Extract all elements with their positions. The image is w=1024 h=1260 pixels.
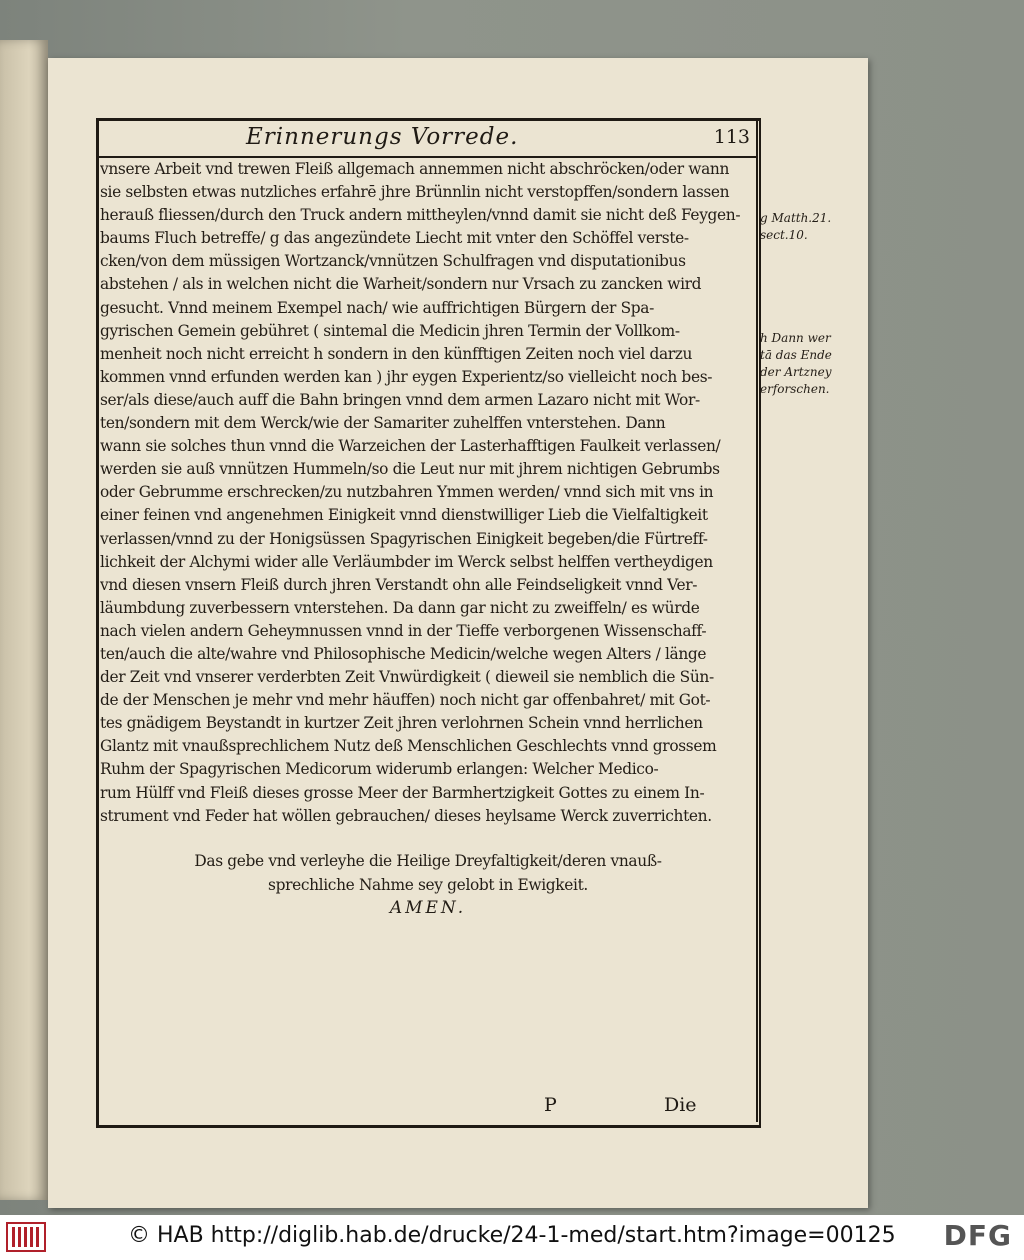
margin-note-h: [760, 330, 832, 398]
hab-logo-icon: [6, 1221, 46, 1253]
text-line: ten/sondern mit dem Werck/wie der Samariter zuhelffen vnterstehen. Dann: [100, 414, 666, 433]
text-line: rum Hülff vnd Fleiß dieses grosse Meer der Barmhertzigkeit Gottes zu einem In-: [100, 783, 705, 802]
text-line: menheit noch nicht erreicht h sondern in den künfftigen Zeiten noch viel darzu: [100, 344, 693, 363]
catchword: Die: [664, 1094, 697, 1116]
amen: AMEN.: [389, 898, 467, 918]
text-line: einer feinen vnd angenehmen Einigkeit vnnd dienstwilliger Lieb die Vielfaltigkeit: [100, 506, 708, 525]
text-line: gesucht. Vnnd meinem Exempel nach/ wie auffrichtigen Bürgern der Spa-: [100, 298, 654, 317]
text-line: cken/von dem müssigen Wortzanck/vnnützen Schulfragen vnd disputationibus: [100, 252, 686, 271]
text-line: sie selbsten etwas nutzliches erfahrē jhre Brünnlin nicht verstopffen/sondern lassen: [100, 183, 730, 202]
text-line: der Zeit vnd vnserer verderbten Zeit Vnwürdigkeit ( dieweil sie nemblich die Sün-: [100, 668, 714, 687]
footer-bar: [0, 1215, 1024, 1260]
book-page: [48, 58, 868, 1208]
margin-note-h-line: erforschen.: [760, 382, 830, 396]
signature-mark: P: [544, 1094, 557, 1116]
margin-note-h-line: der Artzney: [760, 365, 832, 379]
text-line: vnd diesen vnsern Fleiß durch jhren Verstandt ohn alle Feindseligkeit vnnd Ver-: [100, 575, 698, 594]
text-line: Glantz mit vnaußsprechlichem Nutz deß Menschlichen Geschlechts vnnd grossem: [100, 737, 717, 756]
closing-line-2: sprechliche Nahme sey gelobt in Ewigkeit.: [268, 875, 588, 894]
dfg-logo: DFG: [943, 1219, 1012, 1252]
margin-note-g-line: sect.10.: [760, 228, 808, 242]
text-line: tes gnädigem Beystandt in kurtzer Zeit jhren verlohrnen Schein vnnd herrlichen: [100, 714, 703, 733]
margin-note-h-line: tā das Ende: [760, 348, 832, 362]
text-line: kommen vnnd erfunden werden kan ) jhr eygen Experientz/so vielleicht noch bes-: [100, 367, 713, 386]
text-line: werden sie auß vnnützen Hummeln/so die Leut nur mit jhrem nichtigen Gebrumbs: [100, 460, 720, 479]
text-line: baums Fluch betreffe/ g das angezündete Liecht mit vnter den Schöffel verste-: [100, 229, 689, 248]
margin-rule: [756, 118, 758, 1122]
page-number: 113: [713, 126, 750, 148]
margin-note-h-line: h Dann wer: [760, 331, 831, 345]
text-line: herauß fliessen/durch den Truck andern mittheylen/vnnd damit sie nicht deß Feygen-: [100, 206, 741, 225]
closing-block: [100, 850, 756, 921]
text-line: nach vielen andern Geheymnussen vnnd in der Tieffe verborgenen Wissenschaff-: [100, 621, 707, 640]
text-line: oder Gebrumme erschrecken/zu nutzbahren Ymmen werden/ vnnd sich mit vns in: [100, 483, 714, 502]
text-line: läumbdung zuverbessern vnterstehen. Da dann gar nicht zu zweiffeln/ es würde: [100, 598, 700, 617]
text-line: lichkeit der Alchymi wider alle Verläumbder im Werck selbst helffen vertheydigen: [100, 552, 713, 571]
text-line: de der Menschen je mehr vnd mehr häuffen) noch nicht gar offenbahret/ mit Got-: [100, 691, 711, 710]
facing-page-edge: [0, 40, 48, 1200]
text-line: strument vnd Feder hat wöllen gebrauchen/ dieses heylsame Werck zuverrichten.: [100, 806, 712, 825]
text-line: ten/auch die alte/wahre vnd Philosophische Medicin/welche wegen Alters / länge: [100, 644, 707, 663]
margin-note-g: [760, 210, 831, 244]
text-line: verlassen/vnnd zu der Honigsüssen Spagyrischen Einigkeit begeben/die Fürtreff-: [100, 529, 708, 548]
closing-line-1: Das gebe vnd verleyhe die Heilige Dreyfaltigkeit/deren vnauß-: [194, 852, 662, 870]
running-head: [96, 120, 756, 158]
text-line: wann sie solches thun vnnd die Warzeichen der Lasterhafftigen Faulkeit verlassen/: [100, 437, 721, 456]
text-line: ser/als diese/auch auff die Bahn bringen vnnd dem armen Lazaro nicht mit Wor-: [100, 390, 700, 409]
text-line: Ruhm der Spagyrischen Medicorum widerumb erlangen: Welcher Medico-: [100, 760, 659, 779]
text-line: abstehen / als in welchen nicht die Warheit/sondern nur Vrsach zu zancken wird: [100, 275, 702, 294]
running-head-title: Erinnerungs Vorrede.: [246, 124, 519, 150]
footer-credit: © HAB http://diglib.hab.de/drucke/24-1-med/start.htm?image=00125: [128, 1223, 896, 1248]
margin-note-g-line: g Matth.21.: [760, 211, 832, 225]
text-line: gyrischen Gemein gebühret ( sintemal die Medicin jhren Termin der Vollkom-: [100, 321, 680, 340]
text-line: vnsere Arbeit vnd trewen Fleiß allgemach annemmen nicht abschröcken/oder wann: [100, 160, 730, 178]
body-text: [100, 158, 756, 828]
